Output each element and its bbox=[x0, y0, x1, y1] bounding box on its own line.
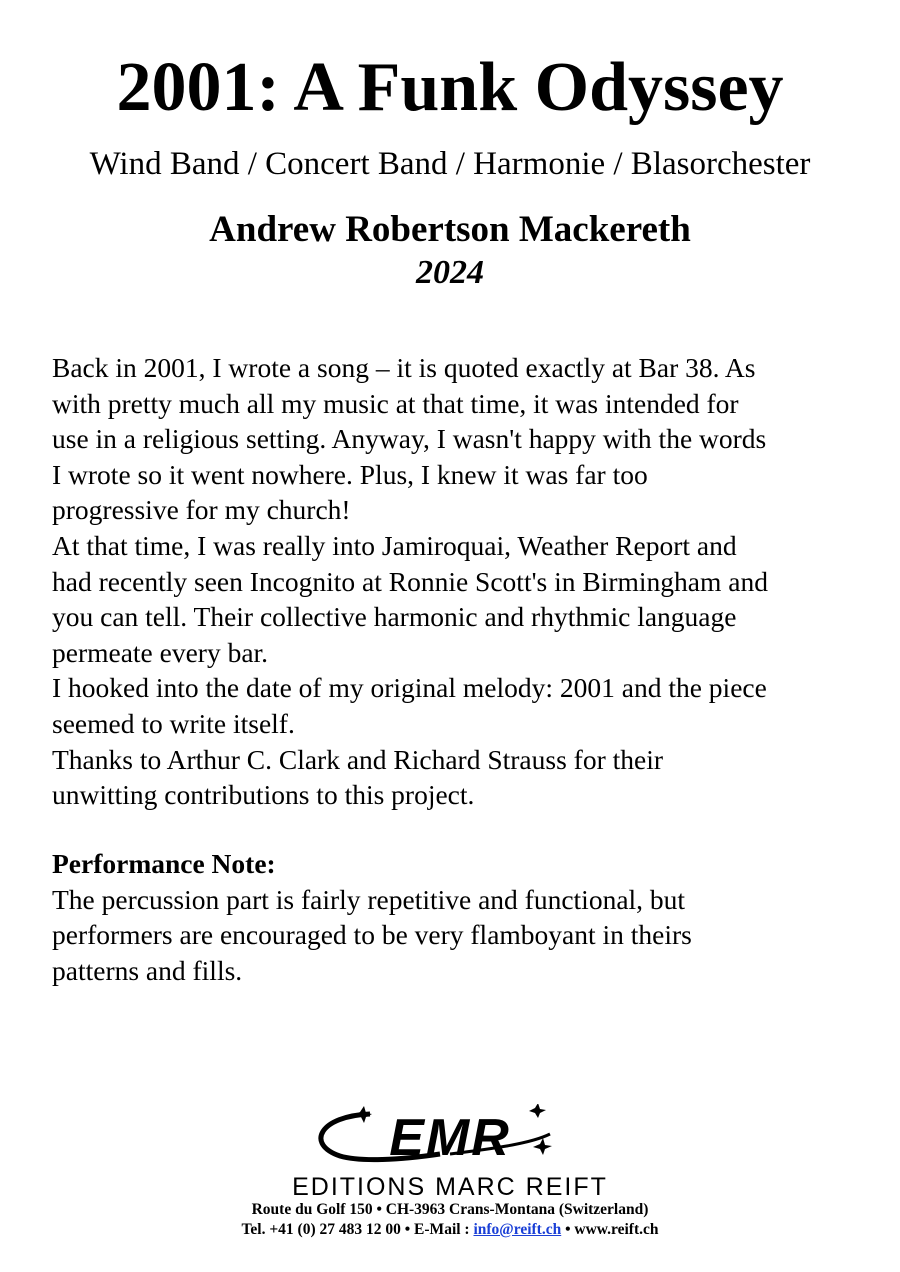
notes-line: unwitting contributions to this project. bbox=[52, 779, 475, 811]
notes-line: you can tell. Their collective harmonic and rhythmic language bbox=[52, 601, 737, 633]
publisher-footer bbox=[0, 1104, 900, 1240]
notes-line: with pretty much all my music at that time, it was intended for bbox=[52, 387, 739, 419]
document-title: 2001: A Funk Odyssey bbox=[116, 49, 784, 126]
program-notes bbox=[52, 350, 852, 813]
composition-year: 2024 bbox=[416, 254, 484, 291]
publisher-address: Route du Golf 150 • CH-3963 Crans-Montana (Switzerland) bbox=[251, 1201, 649, 1218]
performance-note-line: performers are encouraged to be very flamboyant in theirs bbox=[52, 919, 692, 951]
publisher-name: EDITIONS MARC REIFT bbox=[292, 1173, 608, 1201]
contact-website: • www.reift.ch bbox=[561, 1221, 659, 1238]
performance-note bbox=[52, 846, 852, 988]
email-link[interactable]: info@reift.ch bbox=[473, 1221, 562, 1238]
notes-line: I wrote so it went nowhere. Plus, I knew it was far too bbox=[52, 458, 648, 490]
notes-line: had recently seen Incognito at Ronnie Scott's in Birmingham and bbox=[52, 565, 768, 597]
ensemble-subtitle: Wind Band / Concert Band / Harmonie / Blasorchester bbox=[89, 146, 811, 182]
notes-line: permeate every bar. bbox=[52, 636, 269, 668]
notes-line: progressive for my church! bbox=[52, 494, 351, 526]
notes-line: Back in 2001, I wrote a song – it is quoted exactly at Bar 38. As bbox=[52, 352, 756, 383]
notes-line: use in a religious setting. Anyway, I wasn't happy with the words bbox=[52, 423, 767, 455]
notes-line: At that time, I was really into Jamiroquai, Weather Report and bbox=[52, 529, 737, 561]
performance-note-line: patterns and fills. bbox=[52, 954, 243, 986]
notes-line: seemed to write itself. bbox=[52, 707, 295, 739]
performance-note-heading: Performance Note: bbox=[52, 848, 276, 879]
logo-lettering: EMR bbox=[389, 1109, 511, 1167]
publisher-contact bbox=[0, 1220, 900, 1240]
contact-phone: Tel. +41 (0) 27 483 12 00 • E-Mail : bbox=[241, 1221, 474, 1238]
performance-note-line: The percussion part is fairly repetitive and functional, but bbox=[52, 883, 686, 915]
composer-name: Andrew Robertson Mackereth bbox=[209, 209, 691, 250]
emr-logo bbox=[300, 1104, 600, 1174]
notes-line: I hooked into the date of my original melody: 2001 and the piece bbox=[52, 672, 767, 704]
notes-line: Thanks to Arthur C. Clark and Richard Strauss for their bbox=[52, 743, 664, 775]
